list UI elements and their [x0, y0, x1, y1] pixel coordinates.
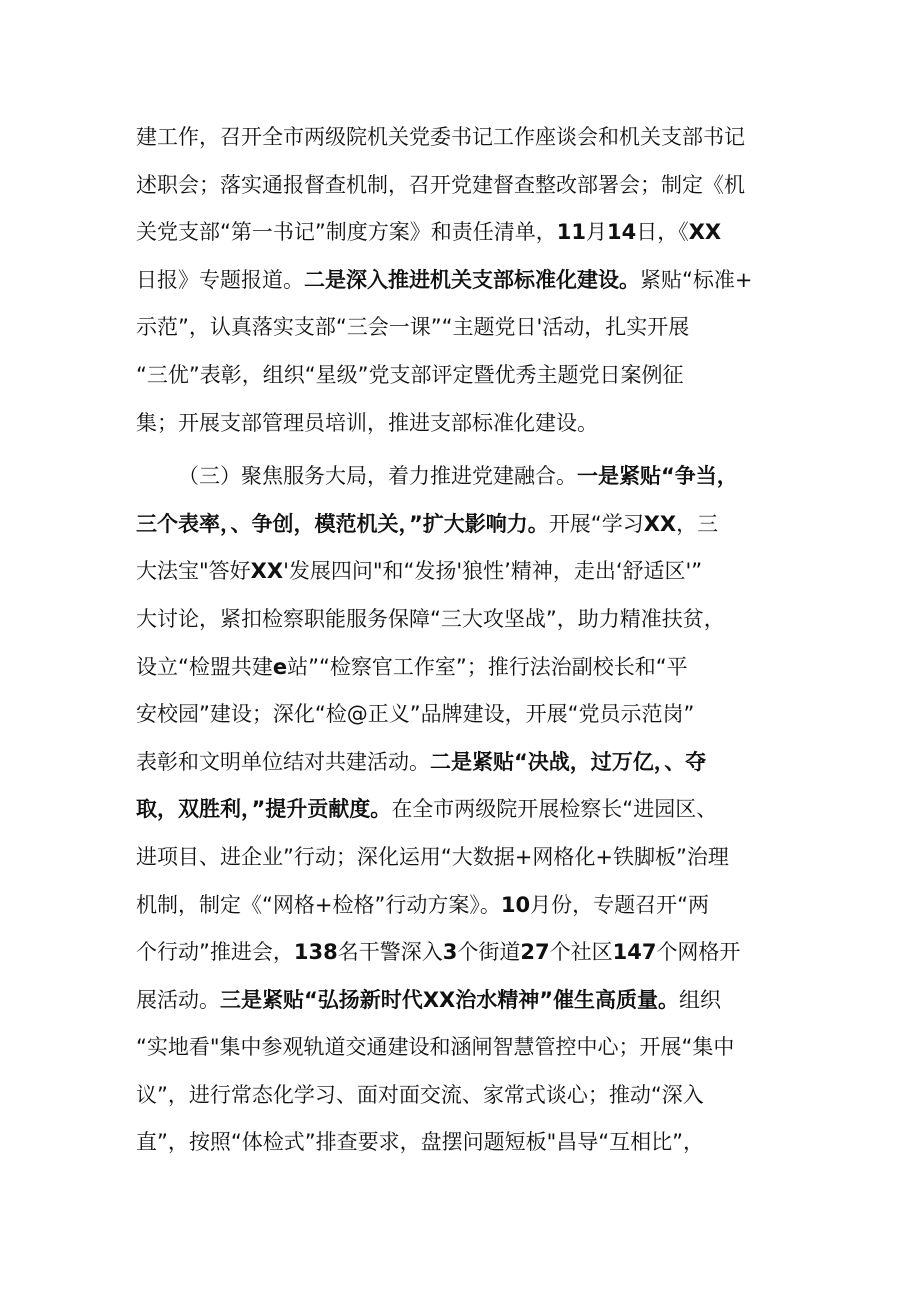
- text-line: [136, 453, 788, 501]
- text-line: [136, 977, 788, 1025]
- text-line: [136, 596, 788, 644]
- bold-text-run: 138: [293, 940, 338, 965]
- text-run: 述职会；落实通报督查机制，召开党建督查整改部署会；制定《机: [136, 172, 745, 197]
- text-run: （三）聚焦服务大局，着力推进党建融合。: [178, 464, 577, 489]
- bold-text-run: XX: [422, 987, 456, 1012]
- text-run: 大法宝"答好: [136, 559, 251, 584]
- text-run: 大讨论，紧扣检察职能服务保障“三大攻坚战”，助力精准扶贫，: [136, 606, 725, 631]
- bold-text-run: e: [272, 654, 288, 679]
- text-run: 设立“检盟共建: [136, 654, 273, 679]
- text-run: 名干警深入: [337, 940, 443, 965]
- text-run: 日，《: [636, 220, 689, 245]
- paragraph-continued: [136, 114, 788, 447]
- text-run: 个街道: [457, 940, 521, 965]
- bold-text-run: 二是紧贴“决战，过万亿，、夺: [430, 749, 707, 774]
- text-run: 组织: [679, 987, 722, 1012]
- text-run: 展活动。: [136, 987, 220, 1012]
- bold-text-run: 10: [500, 892, 531, 917]
- text-run: 个网格开: [656, 940, 741, 965]
- text-run: 月: [586, 220, 607, 245]
- text-line: [136, 691, 788, 739]
- text-line: [136, 257, 788, 305]
- bold-text-run: 11: [556, 220, 586, 245]
- text-run: 站”“检察官工作室”；推行法治副校长和“平: [287, 654, 688, 679]
- text-run: 安校园”建设；深化“检@正义”品牌建设，开展“党员示范岗”: [136, 702, 695, 727]
- text-run: 直”，按照“体检式”排查要求，盘摆问题短板"昌导“互相比”，: [136, 1130, 705, 1155]
- text-run: 集；开展支部管理员培训，推进支部标准化建设。: [136, 410, 598, 435]
- text-line: [136, 114, 788, 162]
- text-run: ，三: [676, 511, 719, 536]
- bold-text-run: 取，双胜利，”提升贡献度。: [136, 797, 392, 822]
- paragraph-section-three: [136, 453, 788, 1167]
- text-line: [136, 501, 788, 549]
- text-line: [136, 352, 788, 400]
- bold-text-run: XX: [250, 559, 284, 584]
- text-run: “实地看"集中参观轨道交通建设和涵闸智慧管控中心；开展“集中: [136, 1035, 735, 1060]
- text-line: [136, 162, 788, 210]
- text-line: [136, 1072, 788, 1120]
- text-run: 紧贴“标准+: [640, 267, 753, 292]
- text-line: [136, 739, 788, 787]
- bold-text-run: 3: [442, 940, 458, 965]
- text-run: 议”，进行常态化学习、面对面交流、家常式谈心；推动“深入: [136, 1082, 704, 1107]
- bold-text-run: 14: [607, 220, 637, 245]
- bold-text-run: 三是紧贴“弘扬新时代: [220, 987, 423, 1012]
- text-line: [136, 929, 788, 977]
- body-text: [136, 114, 788, 1167]
- text-run: '发展四问"和“发扬'狼性’精神，走出‘舒适区'”: [283, 559, 703, 584]
- text-line: [136, 644, 788, 692]
- text-run: 日报》专题报道。: [136, 267, 304, 292]
- text-run: 月份，专题召开“两: [530, 892, 709, 917]
- text-run: 关党支部“第一书记”制度方案》和责任清单，: [136, 220, 557, 245]
- text-line: [136, 548, 788, 596]
- text-run: 进项目、进企业”行动；深化运用“大数据+网格化+铁脚板”治理: [136, 844, 729, 869]
- text-run: 开展“学习: [548, 511, 644, 536]
- bold-text-run: 147: [612, 940, 657, 965]
- text-line: [136, 882, 788, 930]
- text-run: 在全市两级院开展检察长“进园区、: [391, 797, 718, 822]
- text-run: “三优”表彰，组织“星级”党支部评定暨优秀主题党日案例征: [136, 362, 684, 387]
- text-line: [136, 304, 788, 352]
- text-run: 建工作，召开全市两级院机关党委书记工作座谈会和机关支部书记: [136, 125, 745, 149]
- text-line: [136, 1119, 788, 1167]
- text-run: 表彰和文明单位结对共建活动。: [136, 749, 430, 774]
- text-run: 示范”，认真落实支部“三会一课”“主题党日'活动，扎实开展: [136, 315, 690, 340]
- bold-text-run: 一是紧贴“争当，: [577, 464, 738, 489]
- text-run: 个行动”推进会，: [136, 940, 294, 965]
- text-line: [136, 209, 788, 257]
- text-line: [136, 400, 788, 448]
- text-run: 个社区: [549, 940, 613, 965]
- text-run: 机制，制定《“网格+检格”行动方案》。: [136, 892, 501, 917]
- bold-text-run: 二是深入推进机关支部标准化建设。: [304, 267, 640, 292]
- bold-text-run: XX: [643, 511, 677, 536]
- text-line: [136, 1024, 788, 1072]
- bold-text-run: XX: [688, 220, 722, 245]
- bold-text-run: 三个表率，、争创，模范机关，”扩大影响力。: [136, 511, 549, 536]
- text-line: [136, 786, 788, 834]
- text-line: [136, 834, 788, 882]
- bold-text-run: 27: [520, 940, 550, 965]
- bold-text-run: 治水精神”催生高质量。: [455, 987, 680, 1012]
